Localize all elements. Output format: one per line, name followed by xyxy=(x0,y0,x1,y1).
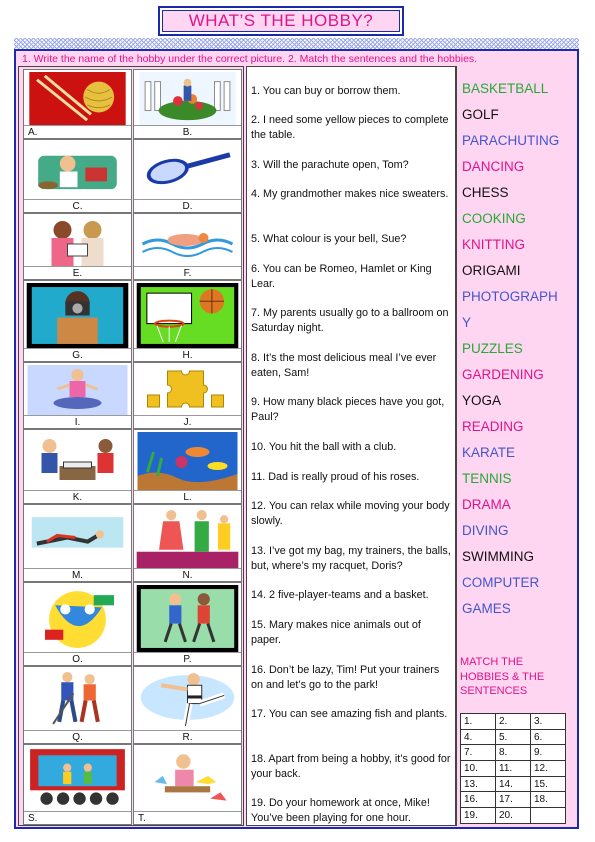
picture-cell-a xyxy=(23,69,132,139)
gardening-picture xyxy=(136,72,239,125)
picture-label: G. xyxy=(24,348,131,361)
hobby-word: PUZZLES xyxy=(462,341,523,356)
answer-row xyxy=(461,729,566,745)
hobby-word: COOKING xyxy=(462,211,526,226)
picture-label: F. xyxy=(134,266,241,279)
answer-cell[interactable]: 17. xyxy=(496,792,531,808)
hobby-word: KNITTING xyxy=(462,237,525,252)
hobby-word: COMPUTER xyxy=(462,575,540,590)
answer-cell[interactable]: 11. xyxy=(496,761,531,777)
picture-label: E. xyxy=(24,266,131,279)
parachuting-picture xyxy=(26,507,129,568)
knitting-picture xyxy=(26,72,129,125)
hobby-word: DRAMA xyxy=(462,497,511,512)
hobby-word: PHOTOGRAPH xyxy=(462,289,558,304)
sentences-column xyxy=(246,66,456,826)
hobby-word: Y xyxy=(462,315,472,330)
picture-label: D. xyxy=(134,199,241,212)
picture-label: A. xyxy=(24,125,131,138)
sentence-3: 3. Will the parachute open, Tom? xyxy=(251,159,409,171)
picture-label: O. xyxy=(24,652,131,665)
picture-label: Q. xyxy=(24,730,131,743)
hobby-word: GOLF xyxy=(462,107,499,122)
picture-label: T. xyxy=(134,811,241,824)
picture-cell-p xyxy=(133,582,242,666)
hobby-word: GARDENING xyxy=(462,367,544,382)
answer-cell[interactable]: 15. xyxy=(531,776,566,792)
answer-cell[interactable]: 19. xyxy=(461,808,496,824)
answer-cell[interactable]: 3. xyxy=(531,714,566,730)
hobby-word: SWIMMING xyxy=(462,549,534,564)
sentence-14: 14. 2 five-player-teams and a basket. xyxy=(251,589,429,601)
sentence-6: 6. You can be Romeo, Hamlet or King Lear. xyxy=(251,263,432,290)
hobby-word: DANCING xyxy=(462,159,525,174)
sentence-18: 18. Apart from being a hobby, it’s good for your back. xyxy=(251,753,451,780)
hobby-word: BASKETBALL xyxy=(462,81,549,96)
answer-cell[interactable] xyxy=(531,808,566,824)
sentence-7: 7. My parents usually go to a ballroom on Saturday night. xyxy=(251,307,449,334)
picture-cell-e xyxy=(23,213,132,280)
answer-row xyxy=(461,761,566,777)
picture-label: S. xyxy=(24,811,131,824)
reading-picture xyxy=(26,216,129,266)
picture-cell-r xyxy=(133,666,242,744)
running-picture xyxy=(136,585,239,652)
cooking-picture xyxy=(26,142,129,199)
picture-cell-c xyxy=(23,139,132,213)
picture-label: I. xyxy=(24,415,131,428)
hobby-word: PARACHUTING xyxy=(462,133,560,148)
hobby-word: TENNIS xyxy=(462,471,512,486)
sentence-10: 10. You hit the ball with a club. xyxy=(251,441,397,453)
answer-cell[interactable]: 18. xyxy=(531,792,566,808)
sentence-16: 16. Don’t be lazy, Tim! Put your trainers on and let’s go to the park! xyxy=(251,664,440,691)
hobby-word: GAMES xyxy=(462,601,511,616)
answer-row xyxy=(461,714,566,730)
sentence-15: 15. Mary makes nice animals out of paper. xyxy=(251,619,421,646)
sentence-19: 19. Do your homework at once, Mike! You’ve been playing for one hour. xyxy=(251,797,430,824)
picture-cell-k xyxy=(23,429,132,504)
hobby-word: DIVING xyxy=(462,523,509,538)
sentence-2: 2. I need some yellow pieces to complete the table. xyxy=(251,114,449,141)
decorative-pattern xyxy=(14,38,579,49)
picture-label: N. xyxy=(134,568,241,581)
picture-label: P. xyxy=(134,652,241,665)
hobbies-column xyxy=(456,66,572,826)
answer-cell[interactable]: 4. xyxy=(461,729,496,745)
sentence-1: 1. You can buy or borrow them. xyxy=(251,85,401,97)
diving-picture xyxy=(136,432,239,490)
sentence-9: 9. How many black pieces have you got, Paul? xyxy=(251,396,445,423)
photography-picture xyxy=(26,283,129,348)
answer-cell[interactable]: 14. xyxy=(496,776,531,792)
answer-cell[interactable]: 1. xyxy=(461,714,496,730)
picture-label: C. xyxy=(24,199,131,212)
hobby-word: KARATE xyxy=(462,445,516,460)
picture-cell-g xyxy=(23,280,132,362)
answer-row xyxy=(461,745,566,761)
picture-cell-h xyxy=(133,280,242,362)
picture-cell-s xyxy=(23,744,132,825)
answer-row xyxy=(461,776,566,792)
picture-cell-q xyxy=(23,666,132,744)
puzzles-picture xyxy=(136,365,239,415)
answer-cell[interactable]: 10. xyxy=(461,761,496,777)
picture-cell-m xyxy=(23,504,132,582)
swimming-picture xyxy=(136,216,239,266)
answer-cell[interactable]: 13. xyxy=(461,776,496,792)
title-box xyxy=(158,6,404,36)
picture-label: H. xyxy=(134,348,241,361)
hobby-word: CHESS xyxy=(462,185,509,200)
picture-grid xyxy=(18,66,244,826)
chess-picture xyxy=(26,432,129,490)
hobby-word: READING xyxy=(462,419,524,434)
picture-cell-o xyxy=(23,582,132,666)
origami-picture xyxy=(136,747,239,811)
answer-cell[interactable]: 9. xyxy=(531,745,566,761)
karate-picture xyxy=(136,669,239,730)
picture-cell-j xyxy=(133,362,242,429)
answer-cell[interactable]: 16. xyxy=(461,792,496,808)
picture-cell-i xyxy=(23,362,132,429)
answer-cell[interactable]: 8. xyxy=(496,745,531,761)
instructions: 1. Write the name of the hobby under the correct picture. 2. Match the sentences and the hobbies. xyxy=(22,53,478,65)
basketball-picture xyxy=(136,283,239,348)
yoga-picture xyxy=(26,365,129,415)
picture-cell-d xyxy=(133,139,242,213)
golf-picture xyxy=(26,669,129,730)
sentence-8: 8. It’s the most delicious meal I’ve ever eaten, Sam! xyxy=(251,352,437,379)
answer-cell[interactable]: 5. xyxy=(496,729,531,745)
answer-cell[interactable]: 20. xyxy=(496,808,531,824)
picture-label: L. xyxy=(134,490,241,503)
answer-cell[interactable]: 2. xyxy=(496,714,531,730)
picture-cell-t xyxy=(133,744,242,825)
picture-label: J. xyxy=(134,415,241,428)
answer-cell[interactable]: 6. xyxy=(531,729,566,745)
tennis-racquet-picture xyxy=(136,142,239,199)
picture-label: B. xyxy=(134,125,241,138)
picture-label: M. xyxy=(24,568,131,581)
answer-cell[interactable]: 7. xyxy=(461,745,496,761)
hobby-word: ORIGAMI xyxy=(462,263,521,278)
sentence-5: 5. What colour is your bell, Sue? xyxy=(251,233,407,245)
answer-row xyxy=(461,808,566,824)
picture-label: K. xyxy=(24,490,131,503)
answer-grid xyxy=(460,713,566,824)
sentence-11: 11. Dad is really proud of his roses. xyxy=(251,471,420,483)
page-title: WHAT’S THE HOBBY? xyxy=(162,10,400,32)
picture-cell-n xyxy=(133,504,242,582)
sentence-4: 4. My grandmother makes nice sweaters. xyxy=(251,188,449,200)
sentence-17: 17. You can see amazing fish and plants. xyxy=(251,708,448,720)
match-title: MATCH THE HOBBIES & THE SENTENCES xyxy=(460,656,545,697)
picture-cell-f xyxy=(133,213,242,280)
picture-cell-l xyxy=(133,429,242,504)
drama-picture xyxy=(26,747,129,811)
dancing-picture xyxy=(136,507,239,568)
picture-label: R. xyxy=(134,730,241,743)
sentence-13: 13. I’ve got my bag, my trainers, the balls, but, where’s my racquet, Doris? xyxy=(251,545,451,572)
picture-cell-b xyxy=(133,69,242,139)
answer-row xyxy=(461,792,566,808)
sentence-12: 12. You can relax while moving your body slowly. xyxy=(251,500,450,527)
hobby-word: YOGA xyxy=(462,393,502,408)
computer-games-picture xyxy=(26,585,129,652)
answer-cell[interactable]: 12. xyxy=(531,761,566,777)
